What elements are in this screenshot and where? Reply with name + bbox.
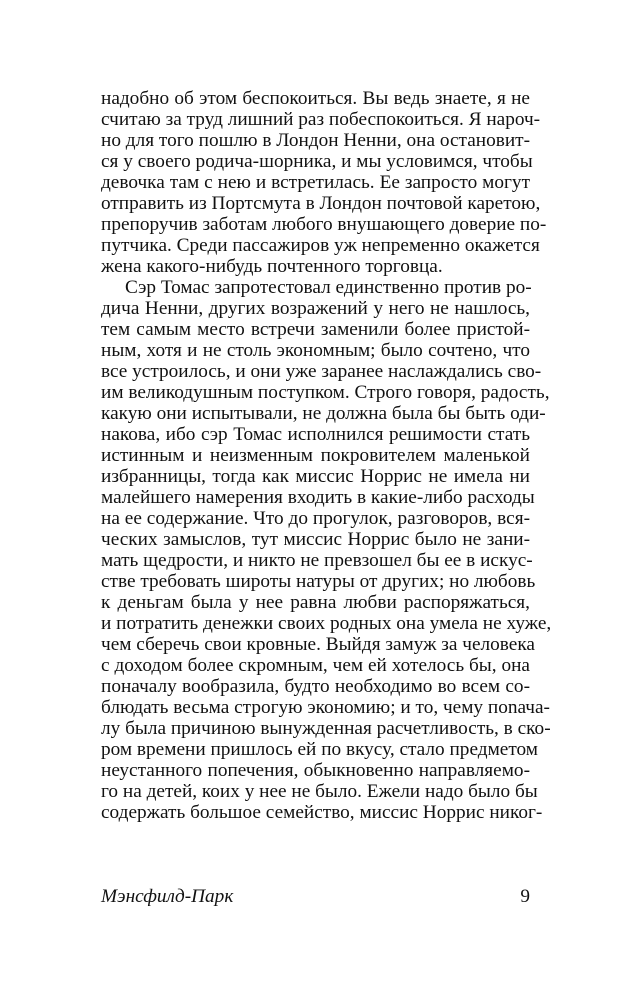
text-line: считаю за труд лишний раз побеспокоиться. Я нароч-	[101, 109, 541, 130]
body-text	[101, 88, 552, 823]
text-line: с доходом более скромным, чем ей хотелось бы, она	[101, 655, 530, 676]
text-line: го на детей, коих у нее не было. Ежели надо было бы	[101, 781, 538, 802]
text-line: Сэр Томас запротестовал единственно против ро-	[125, 277, 532, 298]
text-line: девочка там с нею и встретилась. Ее запросто могут	[101, 172, 530, 193]
text-line: путчика. Среди пассажиров уж непременно окажется	[101, 235, 540, 256]
text-line: на ее содержание. Что до прогулок, разговоров, вся-	[101, 508, 530, 529]
running-title: Мэнсфилд-Парк	[101, 886, 234, 907]
text-line: им великодушным поступком. Строго говоря, радость,	[101, 382, 550, 403]
text-line: препоручив заботам любого внушающего доверие по-	[101, 214, 547, 235]
text-line: накова, ибо сэр Томас исполнился решимости стать	[101, 424, 530, 445]
text-line: к деньгам была у нее равна любви распоряжаться,	[101, 592, 530, 613]
text-line: жена какого-нибудь почтенного торговца.	[101, 256, 443, 277]
text-line: неустанного попечения, обыкновенно направляемо-	[101, 760, 530, 781]
text-line: и потратить денежки своих родных она умела не хуже,	[101, 613, 552, 634]
text-line: дича Ненни, других возражений у него не нашлось,	[101, 298, 530, 319]
text-line: лу была причиною вынужденная расчетливость, в ско-	[101, 718, 551, 739]
page-number: 9	[520, 886, 530, 907]
text-line: поначалу вообразила, будто необходимо во всем со-	[101, 676, 530, 697]
text-line: надобно об этом беспокоиться. Вы ведь знаете, я не	[101, 88, 530, 109]
text-line: мать щедрости, и никто не превзошел бы ее в искус-	[101, 550, 533, 571]
text-line: избранницы, тогда как миссис Норрис не имела ни	[101, 466, 530, 487]
text-line: ческих замыслов, тут миссис Норрис было не зани-	[101, 529, 530, 550]
text-line: содержать большое семейство, миссис Норрис никог-	[101, 802, 543, 823]
text-line: ным, хотя и не столь экономным; было сочтено, что	[101, 340, 530, 361]
text-line: ром времени пришлось ей по вкусу, стало предметом	[101, 739, 538, 760]
text-line: чем сберечь свои кровные. Выйдя замуж за человека	[101, 634, 535, 655]
text-line: отправить из Портсмута в Лондон почтовой каретою,	[101, 193, 541, 214]
text-line: тем самым место встречи заменили более пристой-	[101, 319, 530, 340]
text-line: истинным и неизменным покровителем маленькой	[101, 445, 530, 466]
text-line: все устроилось, и они уже заранее наслаждались сво-	[101, 361, 542, 382]
text-line: блюдать весьма строгую экономию; и то, чему поnача-	[101, 697, 550, 718]
text-line: но для того пошлю в Лондон Ненни, она остановит-	[101, 130, 530, 151]
text-line: какую они испытывали, не должна была бы быть оди-	[101, 403, 546, 424]
text-line: малейшего намерения входить в какие-либо расходы	[101, 487, 535, 508]
text-line: стве требовать широты натуры от других; но любовь	[101, 571, 536, 592]
text-line: ся у своего родича-шорника, и мы условимся, чтобы	[101, 151, 533, 172]
